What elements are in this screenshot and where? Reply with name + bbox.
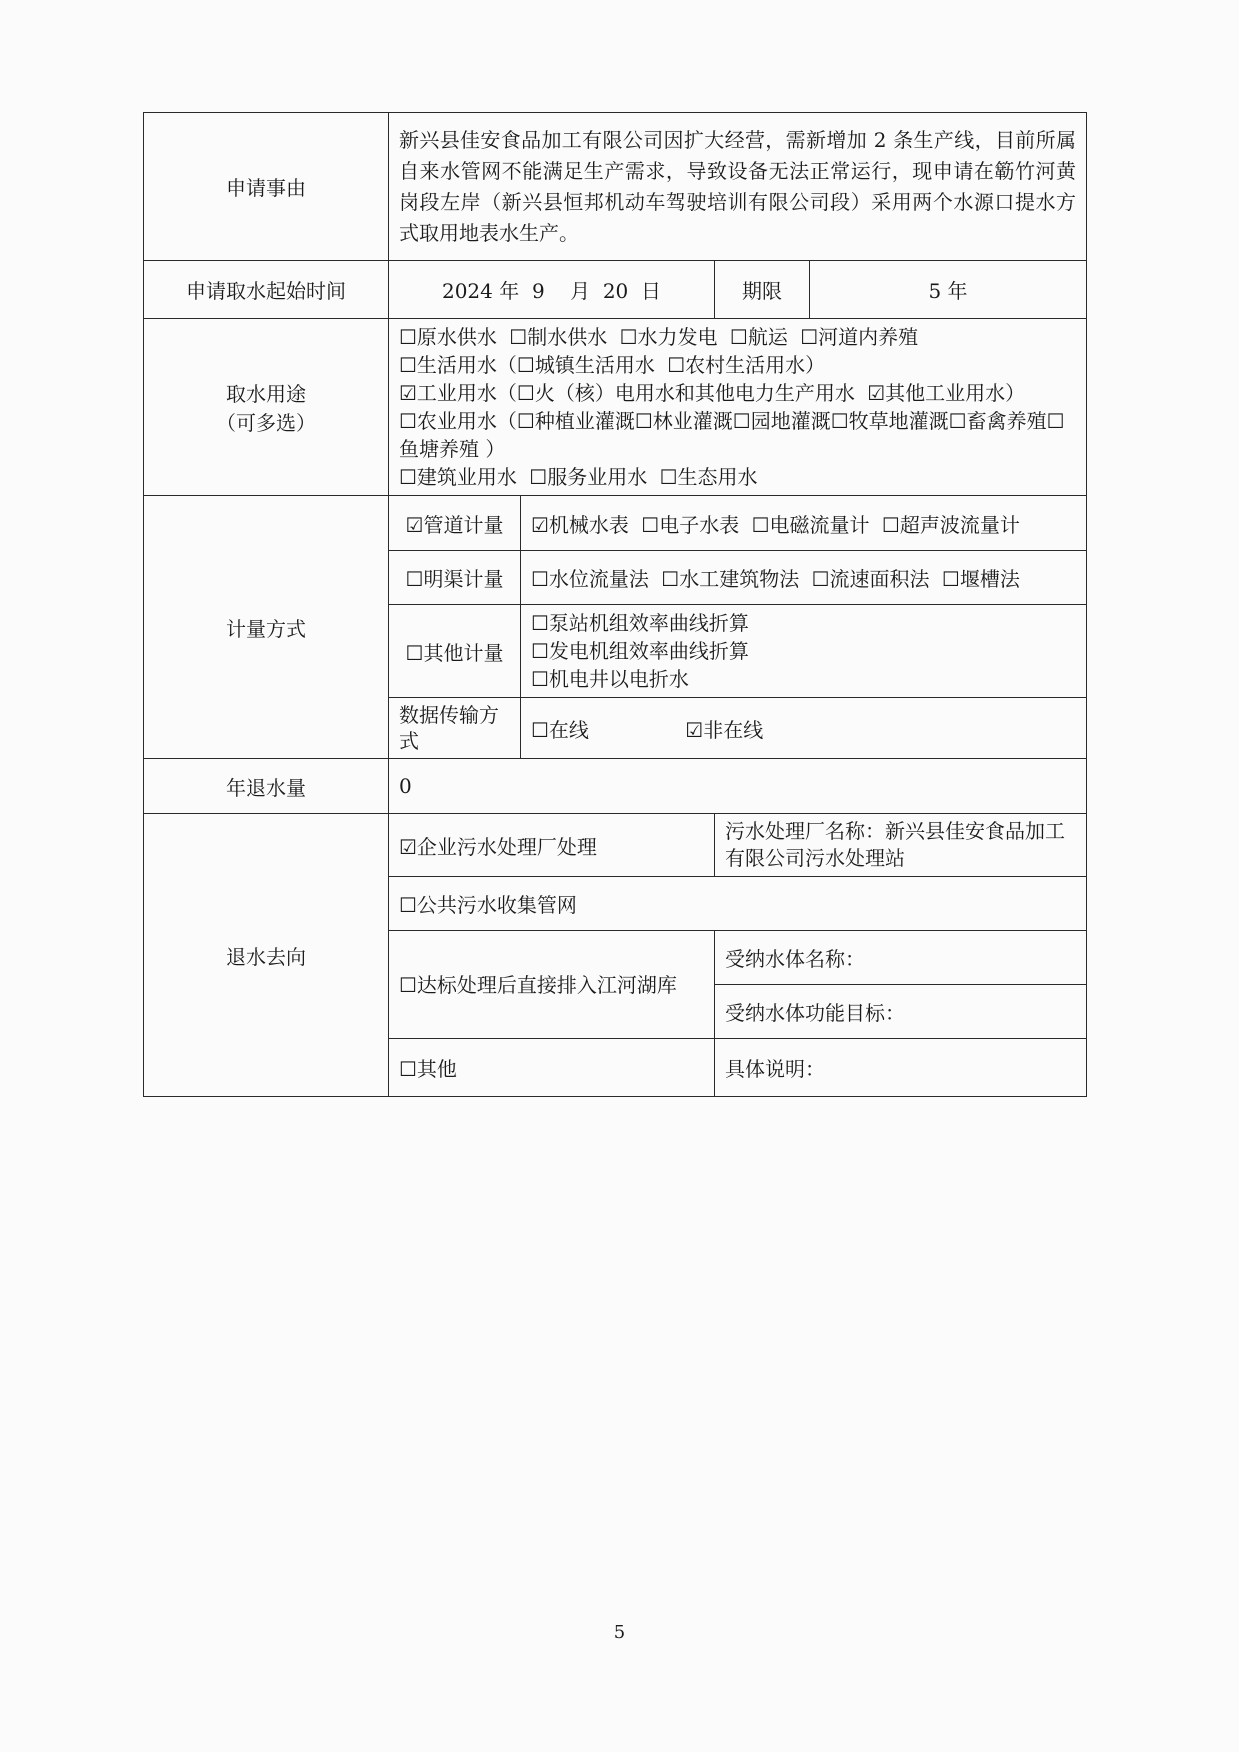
water-permit-form: [143, 112, 1087, 1097]
reason-text: 新兴县佳安食品加工有限公司因扩大经营，需新增加 2 条生产线，目前所属自来水管网不能满足生产需求，导致设备无法正常运行，现申请在簕竹河黄岗段左岸（新兴县恒邦机动车驾驶培训有限公司段）采用两个水源口提水方式取用地表水生产。: [389, 113, 1087, 261]
hydropower-checkbox[interactable]: ☐水力发电: [619, 325, 718, 349]
water-level-flow-checkbox[interactable]: ☐水位流量法: [531, 567, 649, 591]
mechanical-meter-checkbox[interactable]: ☑机械水表: [531, 512, 629, 537]
electronic-meter-checkbox[interactable]: ☐电子水表: [641, 512, 740, 537]
term-value: 5 年: [810, 261, 1087, 319]
annual-return-row: [144, 759, 1087, 814]
usage-row: [144, 319, 1087, 496]
domestic-urban-checkbox[interactable]: ☐生活用水（☐城镇生活用水: [399, 353, 655, 377]
annual-return-label: 年退水量: [144, 759, 389, 814]
industrial-power-checkbox[interactable]: ☑工业用水（☐火（核）电用水和其他电力生产用水: [399, 381, 855, 405]
offline-checkbox[interactable]: ☑非在线: [685, 717, 764, 742]
other-industrial-checkbox[interactable]: ☑其他工业用水）: [867, 381, 1026, 405]
in-river-aquaculture-checkbox[interactable]: ☐河道内养殖: [800, 325, 919, 349]
detail-description: 具体说明：: [715, 1039, 1087, 1097]
usage-label-note: （可多选）: [216, 411, 316, 435]
usage-line-4[interactable]: ☐农业用水（☐种植业灌溉☐林业灌溉☐园地灌溉☐牧草地灌溉☐畜禽养殖☐鱼塘养殖 ）: [399, 409, 1065, 461]
transmission-label: 数据传输方式: [389, 698, 521, 759]
hydraulic-structure-checkbox[interactable]: ☐水工建筑物法: [661, 567, 800, 591]
usage-line-2: [399, 351, 1076, 379]
usage-line-5: [399, 463, 1076, 491]
treated-water-supply-checkbox[interactable]: ☐制水供水: [509, 325, 608, 349]
shipping-checkbox[interactable]: ☐航运: [729, 325, 788, 349]
construction-checkbox[interactable]: ☐建筑业用水: [399, 465, 517, 489]
annual-return-value: 0: [389, 759, 1087, 814]
generator-efficiency-checkbox[interactable]: ☐发电机组效率曲线折算: [531, 639, 749, 663]
other-metering-options: [521, 605, 1087, 698]
page-number: 5: [613, 1622, 626, 1643]
pipe-metering-options: [521, 496, 1087, 551]
other-return-checkbox[interactable]: ☐其他: [389, 1039, 715, 1097]
return-direction-label: 退水去向: [144, 814, 389, 1097]
start-time-value: 2024 年 9 月 20 日: [389, 261, 715, 319]
raw-water-supply-checkbox[interactable]: ☐原水供水: [399, 325, 497, 349]
receiving-water-target: 受纳水体功能目标：: [715, 985, 1087, 1039]
usage-label: [144, 319, 389, 496]
reason-label: 申请事由: [144, 113, 389, 261]
weir-flume-checkbox[interactable]: ☐堰槽法: [941, 567, 1020, 591]
other-metering-checkbox[interactable]: ☐其他计量: [389, 605, 521, 698]
usage-line-1: [399, 323, 1076, 351]
public-network-checkbox[interactable]: ☐公共污水收集管网: [389, 877, 1087, 931]
plant-name-field: 污水处理厂名称：新兴县佳安食品加工有限公司污水处理站: [715, 814, 1087, 877]
usage-label-main: 取水用途: [226, 382, 306, 406]
start-time-label: 申请取水起始时间: [144, 261, 389, 319]
start-time-row: [144, 261, 1087, 319]
pipe-metering-row: [144, 496, 1087, 551]
metering-label: 计量方式: [144, 496, 389, 759]
usage-options: [389, 319, 1087, 496]
channel-metering-checkbox[interactable]: ☐明渠计量: [389, 551, 521, 605]
pipe-metering-checkbox[interactable]: ☑管道计量: [389, 496, 521, 551]
well-electricity-checkbox[interactable]: ☐机电井以电折水: [531, 667, 689, 691]
receiving-water-name: 受纳水体名称：: [715, 931, 1087, 985]
direct-discharge-checkbox[interactable]: ☐达标处理后直接排入江河湖库: [389, 931, 715, 1039]
ecological-checkbox[interactable]: ☐生态用水: [659, 465, 758, 489]
usage-line-3: [399, 379, 1076, 407]
pump-efficiency-checkbox[interactable]: ☐泵站机组效率曲线折算: [531, 611, 749, 635]
term-label: 期限: [715, 261, 810, 319]
online-checkbox[interactable]: ☐在线: [531, 717, 589, 742]
service-checkbox[interactable]: ☐服务业用水: [529, 465, 648, 489]
transmission-options: [521, 698, 1087, 759]
electromagnetic-flowmeter-checkbox[interactable]: ☐电磁流量计: [751, 512, 870, 537]
domestic-rural-checkbox[interactable]: ☐农村生活用水）: [667, 353, 826, 377]
enterprise-treatment-checkbox[interactable]: ☑企业污水处理厂处理: [389, 814, 715, 877]
velocity-area-checkbox[interactable]: ☐流速面积法: [811, 567, 930, 591]
enterprise-treatment-row: [144, 814, 1087, 877]
ultrasonic-flowmeter-checkbox[interactable]: ☐超声波流量计: [881, 512, 1020, 537]
channel-metering-options: [521, 551, 1087, 605]
reason-row: [144, 113, 1087, 261]
